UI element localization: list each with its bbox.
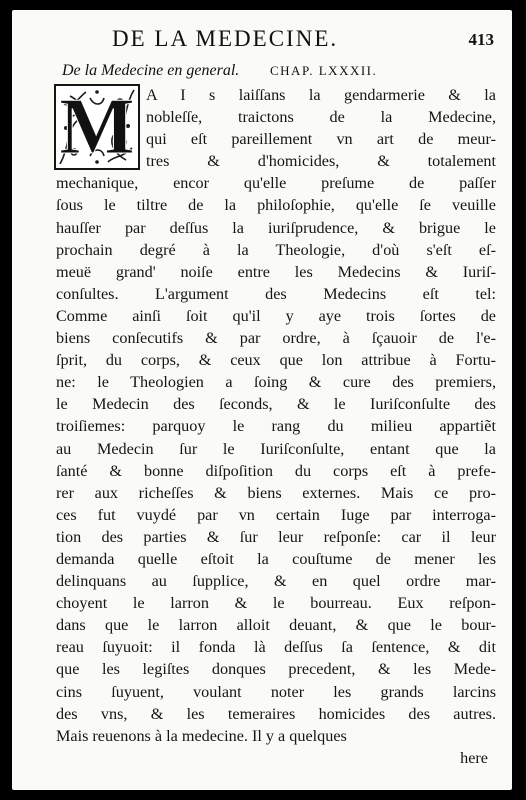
text-line: ces fut vuydé par vn certain Iuge par interroga- [56, 505, 496, 524]
text-line: qui eſt pareillement vn art de meur- [146, 130, 496, 149]
text-line: delinquans au ſupplice, & en quel ordre mar- [56, 572, 496, 591]
text-line: conſultes. L'argument des Medecins eſt tel: [56, 284, 496, 303]
text-line: Comme ainſi ſoit qu'il y aye trois ſortes de [56, 306, 496, 325]
text-line: des vns, & les temeraires homicides des autres. [56, 704, 496, 723]
chapter-number: CHAP. LXXXII. [270, 63, 378, 78]
text-line: meuë grand' noiſe entre les Medecins & Iuriſ- [56, 262, 496, 281]
text-line: dans que le larron alloit deuant, & que le bour- [56, 616, 496, 635]
text-line: ſanté & bonne diſpoſition du corps eſt à prefe- [56, 461, 496, 480]
text-line: le Medecin des ſeconds, & le Iuriſconſulte des [56, 395, 496, 414]
text-line: demanda quelle eſtoit la couſtume de mener les [56, 549, 496, 568]
text-line: tion des parties & ſur leur reſponſe: car il leur [56, 527, 496, 546]
book-page [12, 10, 512, 790]
text-line: rer aux richeſſes & biens externes. Mais ce pro- [56, 483, 496, 502]
initial-letter: M [59, 84, 135, 170]
text-line: que les legiſtes donques precedent, & les Mede- [56, 660, 496, 679]
text-line: choyent le larron & le bourreau. Eux reſpon- [56, 594, 496, 613]
text-line: troiſiemes: parquoy le rang du milieu appartiẽt [56, 417, 496, 436]
text-line: Mais reuenons à la medecine. Il y a quelques [56, 726, 347, 745]
catchword: here [460, 748, 488, 767]
chapter-subject: De la Medecine en general. [62, 62, 240, 79]
running-title: DE LA MEDECINE. [112, 26, 339, 51]
text-line: prochain degré à la Theologie, d'où s'eſt eſ- [56, 240, 496, 259]
text-line: hauſſer par deſſus la iuriſprudence, & brigue le [56, 218, 496, 237]
text-line: reau ſuyuoit: il fonda là deſſus ſa ſentence, & dit [56, 638, 496, 657]
text-line: au Medecin ſur le Iuriſconſulte, entant que la [56, 439, 496, 458]
body-text [56, 84, 496, 769]
text-line: ſprit, du corps, & ceux que lon attribue à Fortu- [56, 351, 496, 370]
text-line: tres & d'homicides, & totalement [146, 152, 496, 171]
text-line: A I s laiſſans la gendarmerie & la [146, 86, 496, 104]
text-line: nobleſſe, traictons de la Medecine, [146, 108, 496, 127]
text-line: ſous le tiltre de la philoſophie, qu'elle ſe veuille [56, 196, 496, 215]
text-line: biens conſecutifs & par ordre, à ſçauoir de l'e- [56, 329, 496, 348]
page-number: 413 [468, 30, 494, 49]
text-line: cins ſuyuent, voulant noter les grands larcins [56, 682, 496, 701]
text-line: ne: le Theologien a ſoing & cure des premiers, [56, 373, 496, 392]
text-line: mechanique, encor qu'elle preſume de paſſer [56, 174, 496, 193]
